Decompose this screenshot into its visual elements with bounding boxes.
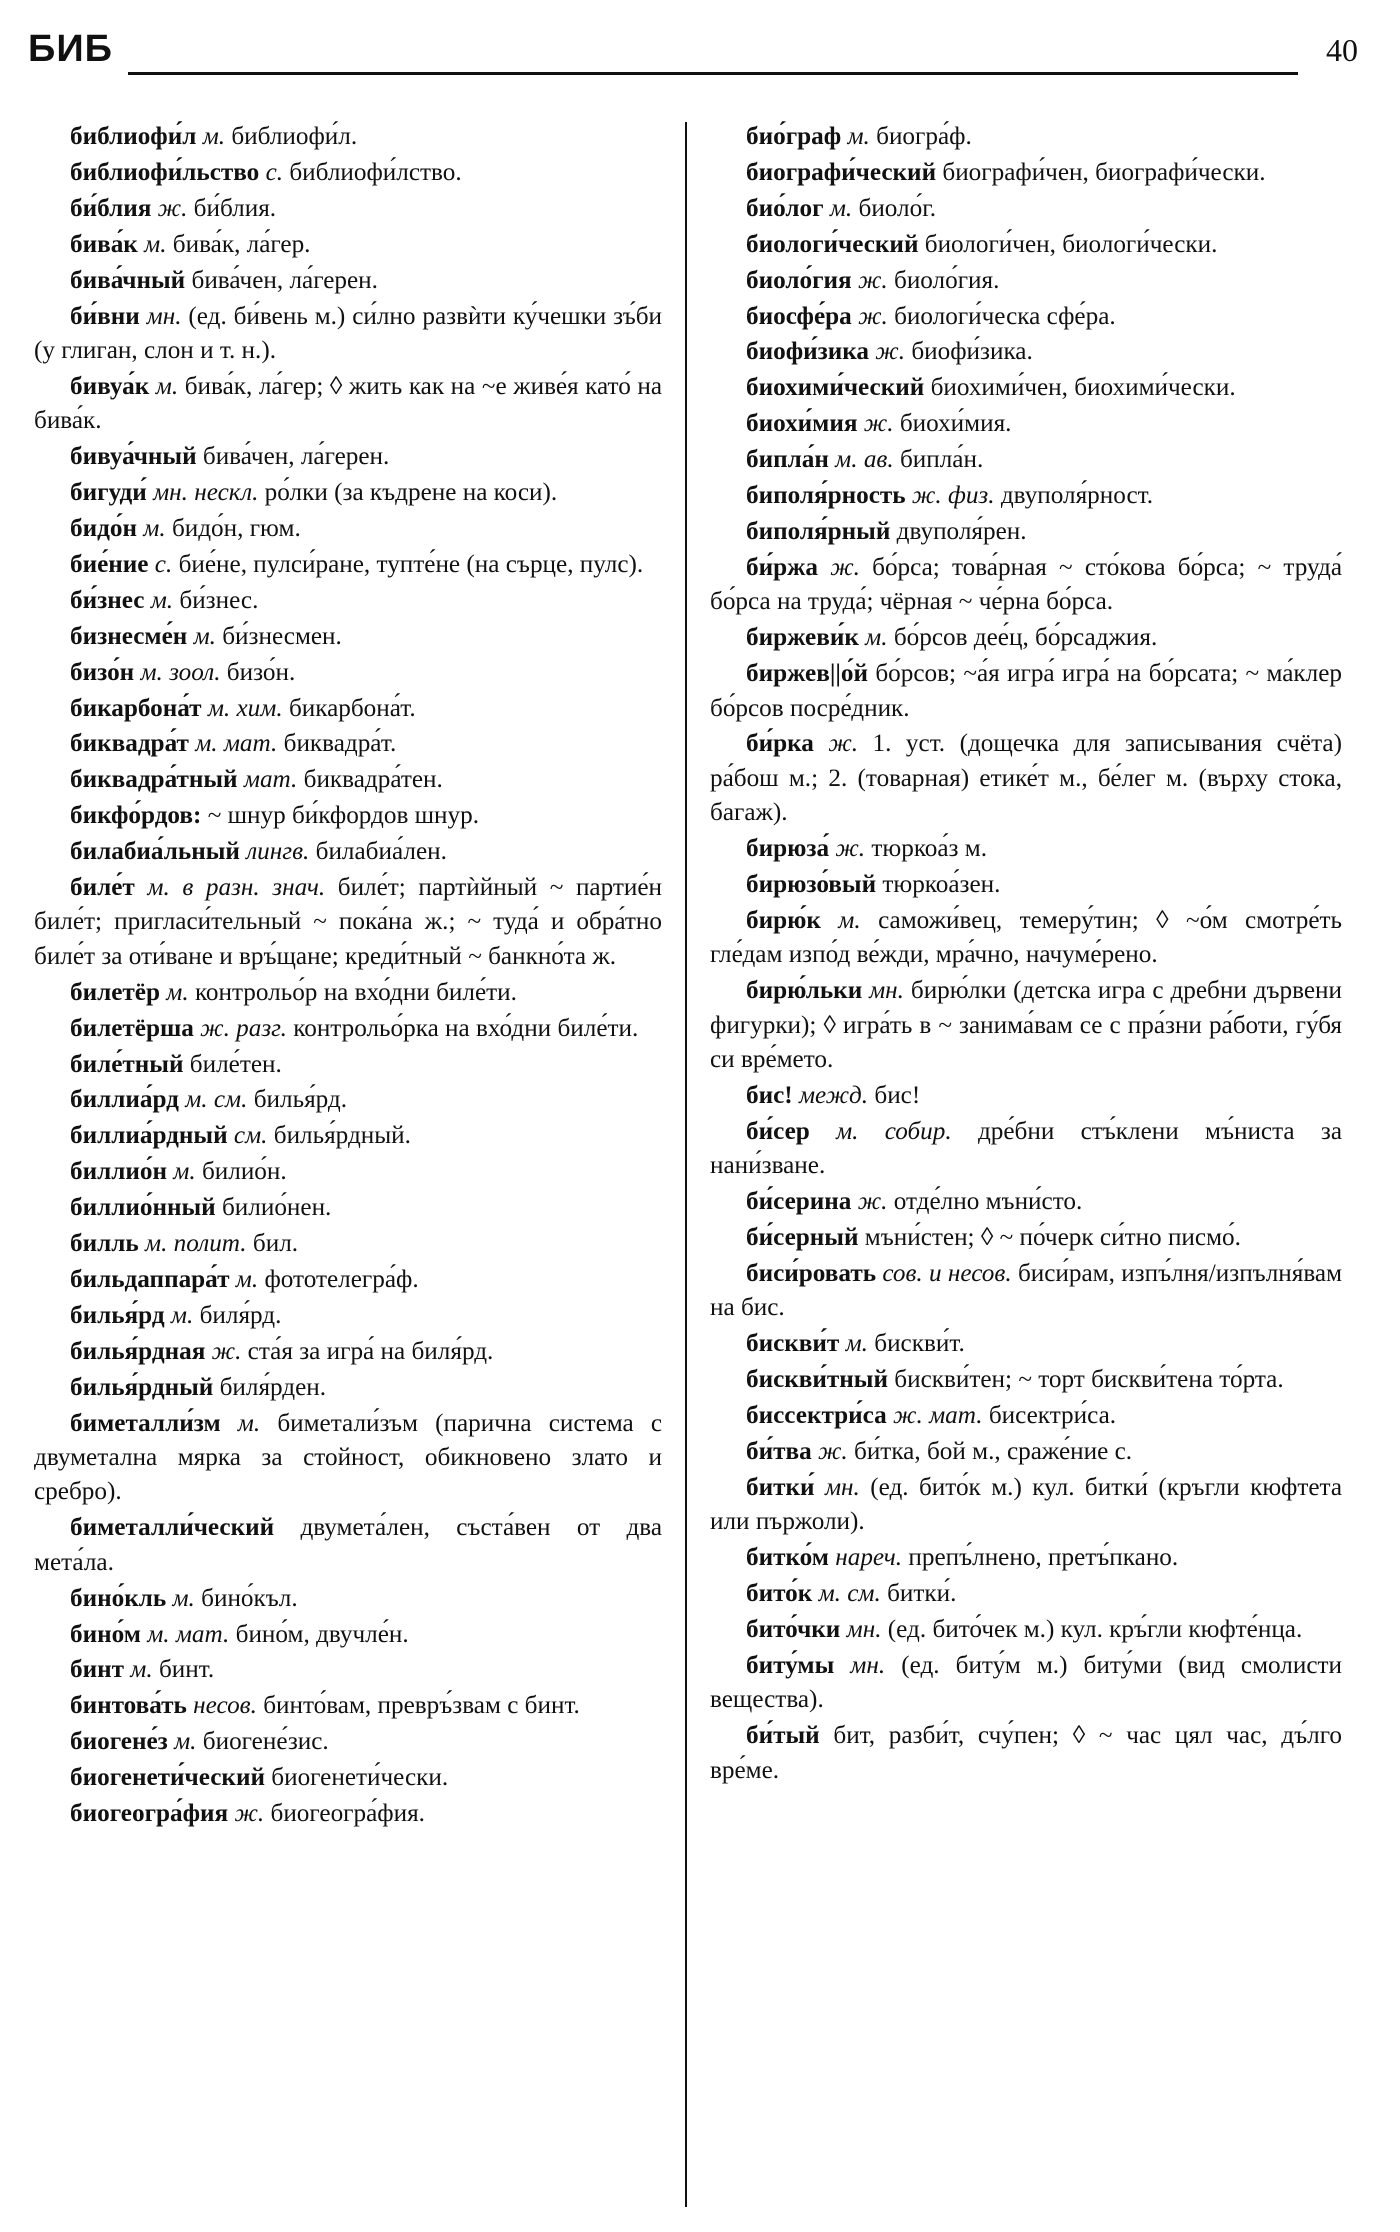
entry-grammar: м. см. xyxy=(185,1086,248,1114)
entry-translation: биохи́мия. xyxy=(899,410,1012,438)
entry-translation: библиофи́л. xyxy=(231,123,358,150)
entry-headword: биквадра́тный xyxy=(70,766,238,794)
left-column xyxy=(34,120,662,2215)
entry-headword: бинтова́ть xyxy=(70,1692,187,1720)
entry-headword: бизнесме́н xyxy=(70,622,188,650)
entry-grammar: ж. xyxy=(857,266,888,294)
entry-headword: биогенети́ческий xyxy=(70,1764,265,1792)
entry-grammar: м. xyxy=(829,194,853,222)
dictionary-entry xyxy=(710,479,1342,513)
entry-translation: (ед. бито́чек м.) кул. кръ́гли кюфте́нца. xyxy=(887,1616,1303,1644)
dictionary-entry xyxy=(34,976,662,1010)
entry-grammar: ж. мат. xyxy=(893,1402,983,1430)
entry-headword: биоло́гия xyxy=(746,266,852,294)
entry-translation: бис! xyxy=(874,1081,921,1109)
entry-headword: биллиа́рд xyxy=(70,1086,179,1114)
entry-translation: билио́н. xyxy=(201,1158,287,1186)
entry-grammar: м. xyxy=(166,978,189,1006)
entry-headword: бито́к xyxy=(746,1580,813,1608)
entry-grammar: ж. физ. xyxy=(911,482,995,510)
dictionary-entry xyxy=(710,868,1342,902)
dictionary-entry xyxy=(710,1471,1342,1540)
dictionary-entry xyxy=(710,156,1342,190)
dictionary-entry xyxy=(34,1407,662,1510)
entry-headword: бие́ние xyxy=(70,550,149,578)
dictionary-entry xyxy=(34,584,662,618)
entry-translation: биоло́гия. xyxy=(894,266,1000,294)
entry-headword: бикфо́рдов: xyxy=(70,802,202,830)
dictionary-entry xyxy=(34,1582,662,1616)
dictionary-entry xyxy=(710,407,1342,441)
entry-grammar: ж. xyxy=(830,553,860,581)
entry-translation: бискви́тен; ~ торт бискви́тена то́рта. xyxy=(894,1366,1284,1394)
dictionary-entry xyxy=(34,300,662,369)
entry-headword: бива́чный xyxy=(70,266,186,294)
dictionary-entry xyxy=(710,264,1342,298)
entry-headword: билья́рдный xyxy=(70,1373,214,1401)
dictionary-entry xyxy=(34,192,662,226)
entry-grammar: ж. xyxy=(857,1188,888,1216)
dictionary-entry xyxy=(710,1115,1342,1184)
entry-grammar: ж. xyxy=(863,410,894,438)
entry-headword: биметалли́ческий xyxy=(70,1514,275,1542)
entry-grammar: мн. нескл. xyxy=(153,479,259,507)
entry-headword: биполя́рность xyxy=(746,482,906,510)
entry-headword: би́серный xyxy=(746,1224,859,1252)
entry-grammar: м. xyxy=(144,230,167,258)
dictionary-entry xyxy=(710,551,1342,620)
entry-headword: биквадра́т xyxy=(70,730,189,758)
dictionary-entry xyxy=(710,192,1342,226)
entry-grammar: мн. xyxy=(850,1651,886,1679)
entry-grammar: м. xyxy=(237,1409,261,1437)
entry-grammar: ж. xyxy=(817,1438,848,1466)
entry-grammar: ж. xyxy=(828,730,859,758)
entry-headword: бикарбона́т xyxy=(70,694,202,722)
entry-translation: (ед. би́вень м.) си́лно развѝти ку́чешки зъ́би (у глиган, слон и т. н.). xyxy=(34,302,663,364)
entry-translation: бино́м, двучле́н. xyxy=(235,1620,409,1648)
entry-headword: бильдаппара́т xyxy=(70,1266,230,1293)
dictionary-entry xyxy=(34,1761,662,1795)
entry-translation: билья́рдный. xyxy=(273,1122,411,1150)
entry-grammar: мн. xyxy=(846,1616,882,1644)
entry-translation: тюркоа́з м. xyxy=(871,835,988,863)
entry-headword: биосфе́ра xyxy=(746,302,852,330)
entry-grammar: м. ав. xyxy=(835,446,894,474)
entry-translation: биогене́зис. xyxy=(202,1728,329,1756)
page-number: 40 xyxy=(1326,32,1358,68)
entry-translation: биогеогра́фия. xyxy=(270,1800,425,1828)
entry-grammar: сов. и несов. xyxy=(882,1260,1012,1287)
header-rule xyxy=(128,72,1298,75)
entry-headword: бинт xyxy=(70,1656,124,1684)
entry-translation: бо́рсов; ~а́я игра́ игра́ на бо́рсата; ~ ма́клер бо́рсов посре́дник. xyxy=(710,660,1343,722)
dictionary-entry xyxy=(34,1618,662,1652)
entry-translation: биографи́чен, биографи́чески. xyxy=(942,158,1266,186)
entry-headword: бискви́тный xyxy=(746,1366,888,1394)
entry-translation: биогра́ф. xyxy=(876,123,972,150)
entry-headword: билетёр xyxy=(70,978,160,1006)
entry-grammar: м. xyxy=(173,1158,196,1186)
entry-translation: билья́рд. xyxy=(253,1086,348,1114)
dictionary-entry xyxy=(34,1083,662,1117)
entry-translation: 1. уст. (дощечка для записывания счёта) ра́бош м.; 2. (товарная) етике́т м., бе́лег м. (върху стока, багаж). xyxy=(710,730,1342,827)
entry-grammar: мн. xyxy=(869,977,904,1005)
entry-translation: биля́рд. xyxy=(199,1301,282,1329)
entry-translation: бидо́н, гюм. xyxy=(171,514,301,542)
entry-translation: препъ́лнено, претъ́пкано. xyxy=(908,1544,1179,1572)
entry-headword: биле́т xyxy=(70,874,135,902)
dictionary-entry xyxy=(710,1541,1342,1575)
entry-grammar: м. полит. xyxy=(145,1230,247,1258)
dictionary-entry xyxy=(34,1048,662,1082)
dictionary-entry xyxy=(710,1079,1342,1113)
entry-translation: библиофи́лство. xyxy=(289,158,462,186)
dictionary-entry xyxy=(710,974,1342,1077)
entry-translation: ста́я за игра́ на биля́рд. xyxy=(247,1337,494,1365)
entry-headword: биллио́нный xyxy=(70,1194,216,1222)
entry-headword: библиофи́льство xyxy=(70,158,260,186)
entry-grammar: м. xyxy=(155,372,179,400)
entry-translation: бино́къл. xyxy=(201,1584,298,1612)
dictionary-entry xyxy=(710,1649,1342,1718)
entry-grammar: несов. xyxy=(193,1692,257,1720)
entry-translation: билио́нен. xyxy=(221,1194,332,1222)
dictionary-entry xyxy=(34,835,662,869)
entry-grammar: м. см. xyxy=(818,1580,881,1608)
dictionary-entry xyxy=(34,1511,662,1580)
entry-grammar: м. xyxy=(838,906,861,934)
entry-grammar: ж. xyxy=(211,1337,242,1365)
dictionary-entry xyxy=(710,228,1342,262)
entry-headword: биохи́мия xyxy=(746,410,858,438)
entry-headword: би́серина xyxy=(746,1188,852,1216)
dictionary-entry xyxy=(710,1327,1342,1361)
entry-grammar: м. xyxy=(847,123,870,150)
entry-translation: бива́к, ла́гер; ◊ жить как на ~е живе́я като́ на бива́к. xyxy=(34,372,663,435)
entry-grammar: с. xyxy=(154,550,173,578)
entry-grammar: м. xyxy=(172,1584,195,1612)
entry-headword: бирю́к xyxy=(746,906,821,934)
entry-translation: бива́к, ла́гер. xyxy=(172,230,311,258)
entry-headword: биси́ровать xyxy=(746,1260,877,1287)
entry-grammar: м. xyxy=(193,622,216,650)
entry-grammar: м. xyxy=(143,514,166,542)
entry-headword: биогене́з xyxy=(70,1728,168,1756)
entry-headword: бино́м xyxy=(70,1620,141,1648)
entry-headword: бирюза́ xyxy=(746,835,830,863)
dictionary-entry xyxy=(34,620,662,654)
entry-headword: билья́рдная xyxy=(70,1337,206,1365)
entry-translation: бирю́лки (детска игра с дребни дървени фигурки); ◊ игра́ть в ~ занима́вам се с пра́зни ра́боти, гу́бя си вре́мето. xyxy=(710,977,1343,1074)
dictionary-entry xyxy=(34,1263,662,1297)
dictionary-entry xyxy=(710,904,1342,973)
entry-grammar: м. мат. xyxy=(195,730,278,758)
dictionary-entry xyxy=(710,515,1342,549)
dictionary-entry xyxy=(34,763,662,797)
dictionary-entry xyxy=(34,1155,662,1189)
dictionary-entry xyxy=(710,1185,1342,1219)
entry-translation: битки́. xyxy=(887,1580,957,1608)
entry-translation: биологи́ческа сфе́ра. xyxy=(894,302,1116,330)
entry-translation: бил. xyxy=(252,1230,299,1258)
entry-headword: биллиа́рдный xyxy=(70,1122,228,1150)
entry-translation: бива́чен, ла́герен. xyxy=(191,266,378,294)
entry-translation: бикарбона́т. xyxy=(288,694,416,722)
entry-grammar: ж. xyxy=(835,835,866,863)
dictionary-entry xyxy=(34,1299,662,1333)
column-divider xyxy=(685,122,687,2207)
entry-translation: биохими́чен, биохими́чески. xyxy=(930,374,1236,402)
entry-translation: бие́не, пулси́ране, тупте́не (на сърце, пулс). xyxy=(178,550,644,578)
entry-translation: биси́рам, изпъ́лня/изпълня́вам на бис. xyxy=(710,1260,1343,1322)
entry-grammar: м. в разн. знач. xyxy=(147,874,326,902)
entry-grammar: межд. xyxy=(798,1081,869,1109)
entry-headword: билетёрша xyxy=(70,1014,194,1042)
entry-translation: (ед. биту́м м.) биту́ми (вид смолисти вещества). xyxy=(710,1651,1342,1714)
entry-headword: биту́мы xyxy=(746,1651,835,1679)
dictionary-entry xyxy=(710,1257,1342,1326)
dictionary-entry xyxy=(34,799,662,833)
dictionary-entry xyxy=(710,1719,1342,1788)
entry-grammar: м. хим. xyxy=(207,694,283,722)
dictionary-entry xyxy=(34,1119,662,1153)
entry-translation: бива́чен, ла́герен. xyxy=(202,443,390,471)
entry-translation: би́знес. xyxy=(179,586,259,614)
entry-headword: би́тый xyxy=(746,1722,820,1750)
dictionary-entry xyxy=(34,656,662,690)
dictionary-entry xyxy=(34,692,662,726)
dictionary-entry xyxy=(710,120,1342,154)
entry-headword: битки́ xyxy=(746,1473,815,1501)
dictionary-entry xyxy=(34,476,662,510)
page-header xyxy=(28,28,1358,80)
entry-headword: би́тва xyxy=(746,1438,812,1466)
entry-headword: биржеви́к xyxy=(746,624,859,652)
entry-headword: бирю́льки xyxy=(746,977,863,1005)
entry-grammar: м. xyxy=(150,586,174,614)
entry-translation: биметали́зъм (парична система с двуметална мярка за стойност, обикновено злато и сребро). xyxy=(34,1409,663,1506)
dictionary-entry xyxy=(34,512,662,546)
entry-headword: бито́чки xyxy=(746,1616,841,1644)
dictionary-entry xyxy=(34,727,662,761)
entry-grammar: м. мат. xyxy=(147,1620,230,1648)
entry-headword: би́ржа xyxy=(746,553,818,581)
entry-headword: бидо́н xyxy=(70,514,137,542)
entry-headword: битко́м xyxy=(746,1544,829,1572)
dictionary-entry xyxy=(34,120,662,154)
dictionary-entry xyxy=(710,443,1342,477)
entry-headword: би́сер xyxy=(746,1117,810,1145)
entry-translation: бисектри́са. xyxy=(988,1402,1117,1430)
dictionary-entry xyxy=(34,1335,662,1369)
entry-headword: би́знес xyxy=(70,586,145,614)
dictionary-entry xyxy=(34,1191,662,1225)
entry-translation: биле́т; партѝйный ~ партие́н биле́т; пригласи́тельный ~ пока́на ж.; ~ туда́ и обра́тно биле́т за оти́ване и връ́щане; креди́тный ~ банкно́та ж. xyxy=(34,874,663,970)
dictionary-entry xyxy=(710,371,1342,405)
entry-translation: отде́лно мъни́сто. xyxy=(893,1188,1083,1216)
entry-translation: бискви́т. xyxy=(874,1330,965,1358)
entry-headword: биржев||о́й xyxy=(746,660,869,688)
entry-headword: бивуа́чный xyxy=(70,443,197,471)
dictionary-entry xyxy=(34,1653,662,1687)
dictionary-entry xyxy=(34,1689,662,1723)
entry-grammar: мат. xyxy=(243,766,298,794)
entry-headword: бис! xyxy=(746,1081,793,1109)
entry-headword: бино́кль xyxy=(70,1584,167,1612)
entry-headword: бива́к xyxy=(70,230,138,258)
entry-headword: билабиа́льный xyxy=(70,838,240,866)
dictionary-entry xyxy=(34,228,662,262)
entry-translation: двуполя́рен. xyxy=(896,517,1027,545)
entry-grammar: см. xyxy=(233,1122,268,1150)
entry-headword: биметалли́зм xyxy=(70,1409,221,1437)
entry-translation: биквадра́тен. xyxy=(303,766,443,794)
dictionary-entry xyxy=(710,657,1342,726)
dictionary-entry xyxy=(34,1725,662,1759)
entry-grammar: нареч. xyxy=(835,1544,903,1572)
entry-headword: бивуа́к xyxy=(70,372,150,400)
entry-grammar: ж. xyxy=(234,1800,265,1828)
entry-headword: биполя́рный xyxy=(746,517,891,545)
entry-grammar: м. xyxy=(202,123,226,150)
dictionary-entry xyxy=(710,335,1342,369)
dictionary-entry xyxy=(710,300,1342,334)
dictionary-entry xyxy=(34,1012,662,1046)
entry-grammar: м. xyxy=(130,1656,153,1684)
entry-translation: биогенети́чески. xyxy=(271,1764,449,1792)
entry-translation: биофи́зика. xyxy=(911,338,1033,366)
entry-translation: контрольо́р на вхо́дни биле́ти. xyxy=(194,978,517,1006)
entry-headword: би́рка xyxy=(746,730,814,758)
dictionary-entry xyxy=(710,621,1342,655)
entry-headword: биллио́н xyxy=(70,1158,167,1186)
entry-headword: биогеогра́фия xyxy=(70,1800,229,1828)
entry-headword: биле́тный xyxy=(70,1050,184,1078)
entry-headword: биссектри́са xyxy=(746,1402,887,1430)
dictionary-entry xyxy=(710,1399,1342,1433)
dictionary-entry xyxy=(710,1363,1342,1397)
entry-headword: билль xyxy=(70,1230,139,1258)
entry-headword: бискви́т xyxy=(746,1330,840,1358)
entry-headword: бирюзо́вый xyxy=(746,871,877,899)
entry-translation: би́знесмен. xyxy=(222,622,342,650)
dictionary-entry xyxy=(34,370,662,439)
dictionary-entry xyxy=(710,1221,1342,1255)
entry-translation: бинт. xyxy=(158,1656,215,1684)
dictionary-entry xyxy=(34,871,662,974)
entry-grammar: ж. xyxy=(875,338,906,366)
entry-translation: бипла́н. xyxy=(899,446,984,474)
dictionary-entry xyxy=(34,264,662,298)
entry-headword: биографи́ческий xyxy=(746,158,937,186)
dictionary-entry xyxy=(710,832,1342,866)
entry-translation: саможи́вец, темеру́тин; ◊ ~о́м смотре́ть гле́дам изпо́д ве́жди, мра́чно, начуме́рено. xyxy=(710,906,1343,969)
entry-grammar: ж. xyxy=(858,302,888,330)
entry-headword: би́блия xyxy=(70,194,152,222)
entry-translation: контрольо́рка на вхо́дни биле́ти. xyxy=(293,1014,639,1042)
entry-headword: биологи́ческий xyxy=(746,230,919,258)
entry-translation: двуполя́рност. xyxy=(1000,482,1154,510)
dictionary-entry xyxy=(34,440,662,474)
entry-headword: библиофи́л xyxy=(70,123,197,150)
entry-translation: бит, разби́т, счу́пен; ◊ ~ час цял час, дъ́лго вре́ме. xyxy=(710,1722,1343,1784)
entry-grammar: мн. xyxy=(824,1473,860,1501)
entry-translation: би́блия. xyxy=(193,194,277,222)
entry-headword: био́граф xyxy=(746,123,842,150)
entry-grammar: ж. xyxy=(157,194,188,222)
entry-translation: бизо́н. xyxy=(226,658,296,686)
dictionary-entry xyxy=(34,1797,662,1831)
entry-translation: биля́рден. xyxy=(219,1373,327,1401)
dictionary-entry xyxy=(710,1435,1342,1469)
entry-grammar: м. xyxy=(174,1728,197,1756)
dictionary-entry xyxy=(710,1577,1342,1611)
entry-translation: биквадра́т. xyxy=(283,730,397,758)
entry-headword: билья́рд xyxy=(70,1301,165,1329)
entry-translation: тюркоа́зен. xyxy=(882,871,1001,899)
dictionary-entry xyxy=(34,548,662,582)
entry-headword: биофи́зика xyxy=(746,338,869,366)
entry-headword: бигуди́ xyxy=(70,479,147,507)
entry-grammar: м. xyxy=(845,1330,868,1358)
dictionary-entry xyxy=(710,1613,1342,1647)
entry-grammar: мн. xyxy=(146,302,182,330)
right-column xyxy=(710,120,1342,2215)
entry-grammar: м. xyxy=(235,1266,259,1293)
entry-translation: фототелегра́ф. xyxy=(264,1266,419,1293)
entry-headword: бизо́н xyxy=(70,658,135,686)
entry-translation: дре́бни стъ́клени мъ́ниста за нани́зване. xyxy=(710,1117,1343,1180)
entry-grammar: ж. разг. xyxy=(200,1014,287,1042)
entry-translation: ро́лки (за къдрене на коси). xyxy=(264,479,558,507)
entry-grammar: лингв. xyxy=(246,838,310,866)
dictionary-entry xyxy=(34,156,662,190)
entry-translation: двумета́лен, съста́вен от два мета́ла. xyxy=(34,1514,662,1576)
dictionary-entry xyxy=(34,1227,662,1261)
entry-grammar: м. xyxy=(865,624,888,652)
entry-translation: мъни́стен; ◊ ~ по́черк си́тно писмо́. xyxy=(864,1224,1241,1252)
entry-headword: биохими́ческий xyxy=(746,374,925,402)
entry-translation: (ед. бито́к м.) кул. битки́ (кръгли кюфтета или пържоли). xyxy=(710,1473,1343,1536)
entry-grammar: м. xyxy=(170,1301,194,1329)
entry-headword: бипла́н xyxy=(746,446,829,474)
guide-word: БИБ xyxy=(28,28,113,70)
entry-grammar: м. собир. xyxy=(836,1117,952,1145)
dictionary-entry xyxy=(34,1371,662,1405)
entry-grammar: м. зоол. xyxy=(140,658,221,686)
entry-headword: би́вни xyxy=(70,302,140,330)
entry-translation: биоло́г. xyxy=(858,194,937,222)
entry-translation: биле́тен. xyxy=(189,1050,282,1078)
entry-translation: ~ шнур би́кфордов шнур. xyxy=(207,802,480,830)
entry-translation: биологи́чен, биологи́чески. xyxy=(924,230,1218,258)
entry-translation: бинто́вам, превръ́звам с бинт. xyxy=(263,1692,580,1720)
entry-grammar: с. xyxy=(265,158,284,186)
entry-translation: билабиа́лен. xyxy=(315,838,447,866)
entry-translation: би́тка, бой м., сраже́ние с. xyxy=(854,1438,1133,1466)
dictionary-entry xyxy=(710,727,1342,830)
entry-translation: бо́рса; това́рная ~ сто́кова бо́рса; ~ труда́ бо́рса на труда́; чёрная ~ че́рна бо́рса. xyxy=(710,553,1343,616)
entry-headword: био́лог xyxy=(746,194,824,222)
entry-translation: бо́рсов дее́ц, бо́рсаджия. xyxy=(893,624,1158,652)
